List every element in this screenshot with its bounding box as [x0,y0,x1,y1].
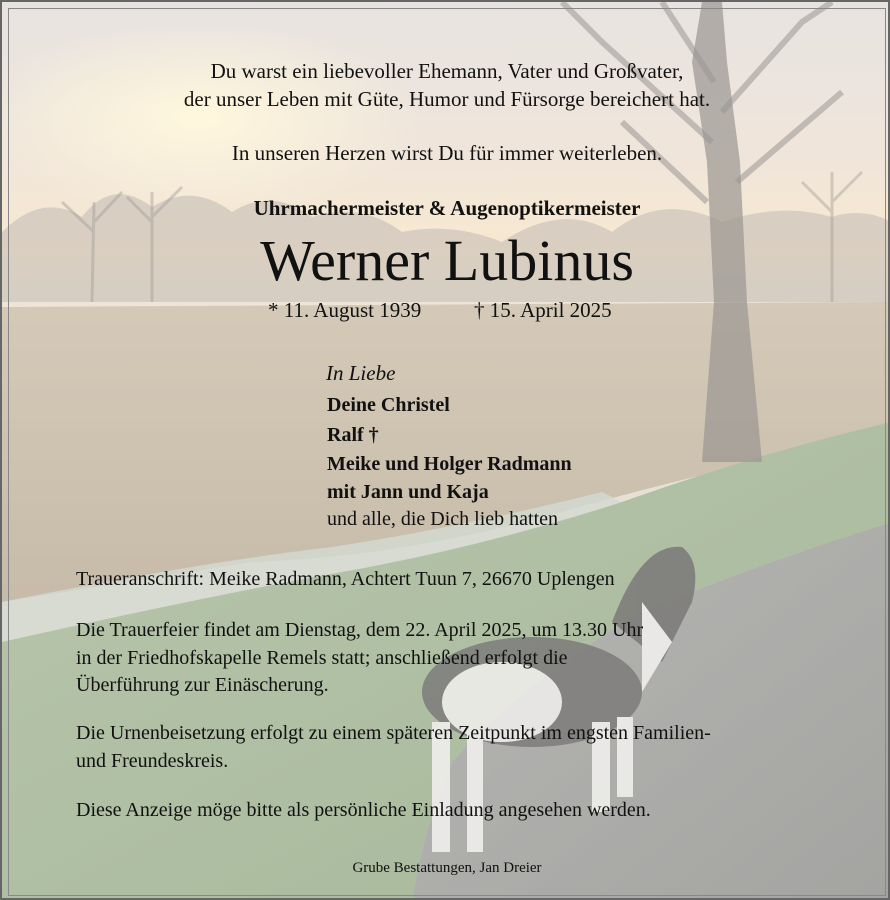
ceremony-line: Überführung zur Einäscherung. [76,674,329,696]
urn-line: und Freundeskreis. [76,750,229,772]
mourner-name: Deine Christel [327,394,450,416]
motto-line-3: In unseren Herzen wirst Du für immer weiterleben. [231,141,663,165]
invitation-note: Diese Anzeige möge bitte als persönliche Einladung angesehen werden. [76,799,651,821]
mourner-name: mit Jann und Kaja [327,481,489,503]
mourner-name: Ralf † [327,424,379,446]
mourner-name: Meike und Holger Radmann [327,453,572,475]
ceremony-line: in der Friedhofskapelle Remels statt; anschließend erfolgt die [76,647,568,669]
deceased-name: Werner Lubinus [260,228,634,293]
ceremony-line: Die Trauerfeier findet am Dienstag, dem 22. April 2025, um 13.30 Uhr [76,619,644,641]
profession: Uhrmachermeister & Augenoptikermeister [253,196,641,220]
death-date: † 15. April 2025 [474,298,612,322]
mourners-intro: In Liebe [326,361,396,385]
motto-line-1: Du warst ein liebevoller Ehemann, Vater und Großvater, [210,59,684,83]
motto-line-2: der unser Leben mit Güte, Humor und Fürsorge bereichert hat. [183,87,711,111]
urn-line: Die Urnenbeisetzung erfolgt zu einem späteren Zeitpunkt im engsten Familien- [76,722,711,744]
birth-date: * 11. August 1939 [268,298,422,322]
mourning-address: Traueranschrift: Meike Radmann, Achtert Tuun 7, 26670 Uplengen [76,568,615,590]
funeral-home: Grube Bestattungen, Jan Dreier [352,860,542,876]
mourners-closing: und alle, die Dich lieb hatten [327,508,559,530]
